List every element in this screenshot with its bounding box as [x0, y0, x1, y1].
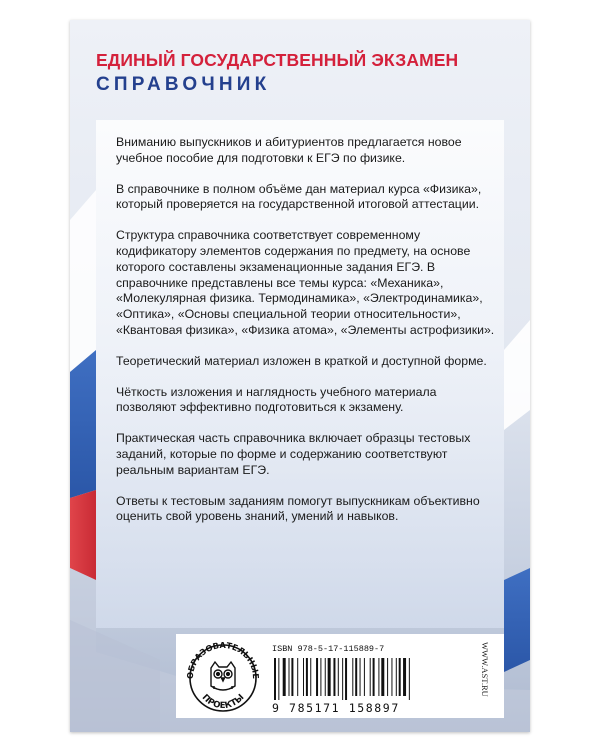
- paragraph: Вниманию выпускников и абитуриентов предлагается новое учебное пособие для подготовки к ЕГЭ по физике.: [116, 135, 462, 165]
- barcode-icon: [272, 658, 458, 700]
- publisher-logo: [180, 638, 266, 714]
- owl-logo-icon: [180, 638, 266, 714]
- book-back-cover: [70, 20, 530, 732]
- barcode-digits: 9 785171 158897: [272, 701, 400, 715]
- logo-text-bottom: ПРОЕКТЫ: [199, 692, 247, 712]
- logo-text-top: ОБРАЗОВАТЕЛЬНЫЕ: [184, 639, 262, 680]
- book-type-subtitle: СПРАВОЧНИК: [96, 74, 271, 95]
- publisher-url: WWW.AST.RU: [480, 642, 490, 697]
- paragraph: Теоретический материал изложен в краткой и доступной форме.: [116, 353, 487, 368]
- isbn-text: ISBN 978-5-17-115889-7: [272, 644, 385, 654]
- description-panel: [96, 120, 504, 628]
- paragraph: В справочнике в полном объёме дан материал курса «Физика», который проверяется на государственной итоговой аттестации.: [116, 181, 482, 212]
- series-title: ЕДИНЫЙ ГОСУДАРСТВЕННЫЙ ЭКЗАМЕН: [96, 50, 459, 70]
- paragraph: Практическая часть справочника включает образцы тестовых заданий, которые по форме и содержанию соответствуют реальным вариантам ЕГЭ.: [116, 431, 471, 477]
- paragraph: Чёткость изложения и наглядность учебного материала позволяют эффективно подготовиться к экзамену.: [116, 384, 437, 415]
- paragraph: Структура справочника соответствует современному кодификатору элементов содержания по предмету, на основе которого составлены экзаменационные задания ЕГЭ. В справочнике представлены все темы курса: «Механика», «Молекулярная физика. Термодинамика», «Электродинамика», «Оптика», «Основы специальной теории относительности», «Квантовая физика», «Физика атома», «Элементы астрофизики».: [116, 228, 495, 337]
- owl-icon: [211, 662, 235, 690]
- svg-text:ПРОЕКТЫ: [200, 693, 247, 712]
- paragraph: Ответы к тестовым заданиям помогут выпускникам объективно оценить свой уровень знаний, умений и навыков.: [116, 493, 480, 524]
- description-text: [116, 135, 496, 540]
- barcode-panel: [176, 634, 504, 718]
